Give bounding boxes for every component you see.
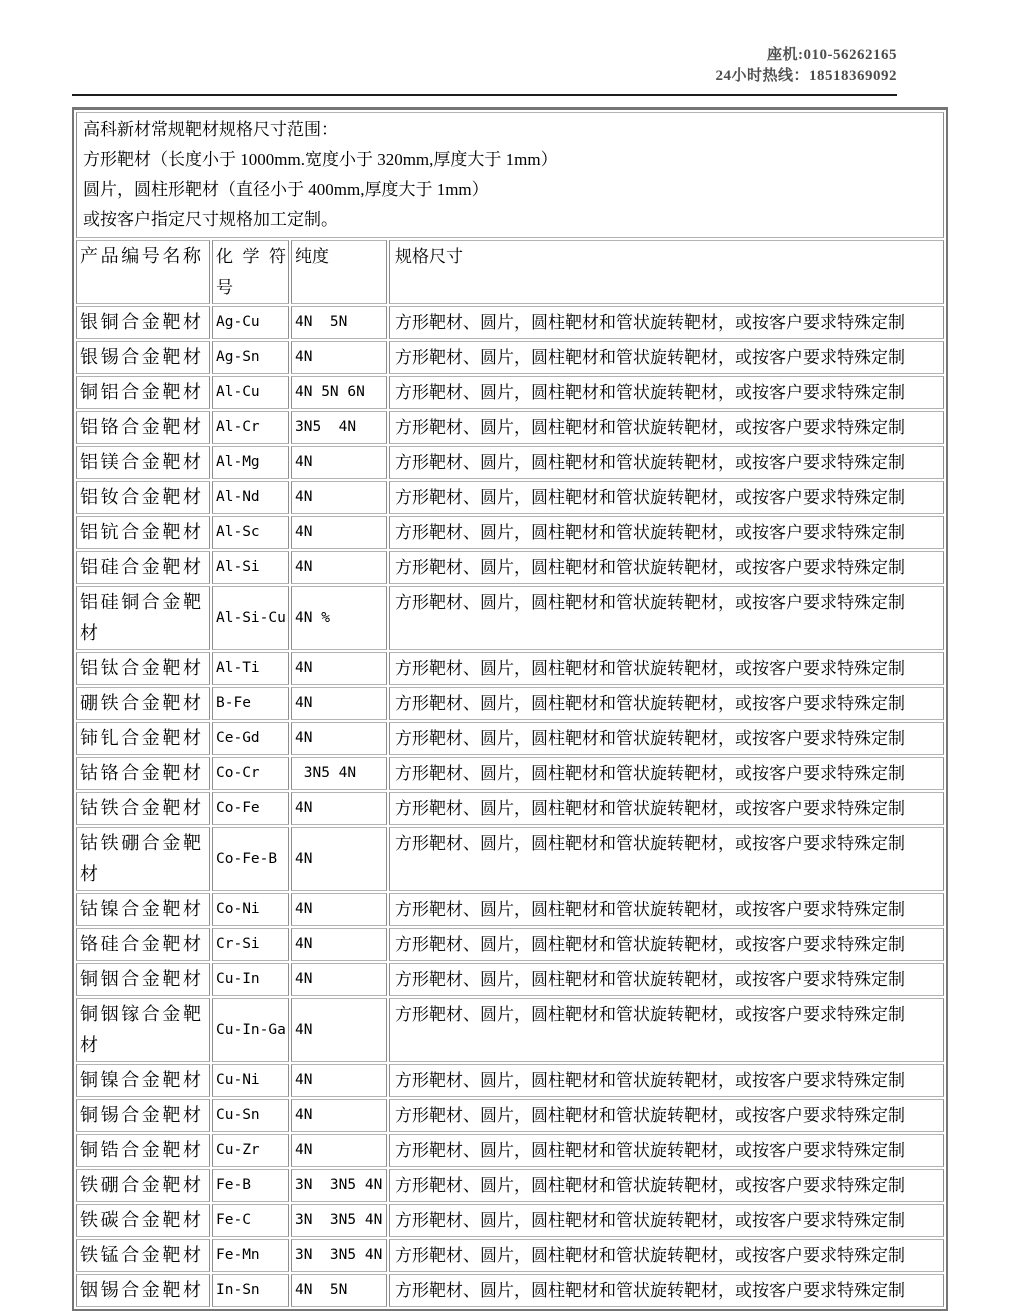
spec-cell: 方形靶材、圆片，圆柱靶材和管状旋转靶材，或按客户要求特殊定制 (389, 1134, 944, 1167)
chemical-symbol-cell: Co-Ni (212, 893, 289, 926)
spec-cell: 方形靶材、圆片，圆柱靶材和管状旋转靶材，或按客户要求特殊定制 (389, 586, 944, 650)
header-spec: 规格尺寸 (389, 240, 944, 304)
table-row (76, 998, 944, 1062)
intro-cell (76, 112, 944, 238)
target-spec-table (72, 107, 948, 1311)
table-row (76, 1169, 944, 1202)
product-name-cell: 钴铁合金靶材 (76, 792, 210, 825)
spec-cell: 方形靶材、圆片，圆柱靶材和管状旋转靶材，或按客户要求特殊定制 (389, 652, 944, 685)
intro-line-square: 方形靶材（长度小于 1000mm.宽度小于 320mm,厚度大于 1mm） (83, 150, 558, 169)
chemical-symbol-cell: Cu-In (212, 963, 289, 996)
spec-cell: 方形靶材、圆片，圆柱靶材和管状旋转靶材，或按客户要求特殊定制 (389, 687, 944, 720)
purity-cell: 4N (291, 928, 387, 961)
product-name-cell: 钴镍合金靶材 (76, 893, 210, 926)
spec-cell: 方形靶材、圆片，圆柱靶材和管状旋转靶材，或按客户要求特殊定制 (389, 928, 944, 961)
spec-cell: 方形靶材、圆片，圆柱靶材和管状旋转靶材，或按客户要求特殊定制 (389, 963, 944, 996)
contact-header (72, 0, 897, 96)
chemical-symbol-cell: Ce-Gd (212, 722, 289, 755)
product-name-cell: 铈钆合金靶材 (76, 722, 210, 755)
table-row (76, 792, 944, 825)
product-name-cell: 铝钕合金靶材 (76, 481, 210, 514)
spec-cell: 方形靶材、圆片，圆柱靶材和管状旋转靶材，或按客户要求特殊定制 (389, 551, 944, 584)
product-name-cell: 铝铬合金靶材 (76, 411, 210, 444)
product-name-cell: 铁硼合金靶材 (76, 1169, 210, 1202)
purity-cell: 4N % (291, 586, 387, 650)
chemical-symbol-cell: Ag-Sn (212, 341, 289, 374)
intro-line-custom: 或按客户指定尺寸规格加工定制。 (83, 210, 338, 229)
product-name-cell: 铁锰合金靶材 (76, 1239, 210, 1272)
purity-cell: 4N (291, 341, 387, 374)
chemical-symbol-cell: Al-Nd (212, 481, 289, 514)
purity-cell: 4N (291, 722, 387, 755)
chemical-symbol-cell: Cu-Zr (212, 1134, 289, 1167)
product-name-cell: 铜锆合金靶材 (76, 1134, 210, 1167)
chemical-symbol-cell: Cu-Ni (212, 1064, 289, 1097)
table-row (76, 757, 944, 790)
chemical-symbol-cell: Fe-C (212, 1204, 289, 1237)
purity-cell: 4N (291, 551, 387, 584)
purity-cell: 4N (291, 893, 387, 926)
product-name-cell: 铝硅铜合金靶材 (76, 586, 210, 650)
spec-cell: 方形靶材、圆片，圆柱靶材和管状旋转靶材，或按客户要求特殊定制 (389, 722, 944, 755)
purity-cell: 4N (291, 1099, 387, 1132)
purity-cell: 4N (291, 827, 387, 891)
spec-cell: 方形靶材、圆片，圆柱靶材和管状旋转靶材，或按客户要求特殊定制 (389, 757, 944, 790)
product-name-cell: 铝钪合金靶材 (76, 516, 210, 549)
spec-cell: 方形靶材、圆片，圆柱靶材和管状旋转靶材，或按客户要求特殊定制 (389, 516, 944, 549)
chemical-symbol-cell: Al-Mg (212, 446, 289, 479)
purity-cell: 4N 5N (291, 1274, 387, 1307)
intro-line-round: 圆片，圆柱形靶材（直径小于 400mm,厚度大于 1mm） (83, 180, 489, 199)
spec-cell: 方形靶材、圆片，圆柱靶材和管状旋转靶材，或按客户要求特殊定制 (389, 1169, 944, 1202)
table-row (76, 551, 944, 584)
product-name-cell: 硼铁合金靶材 (76, 687, 210, 720)
purity-cell: 3N 3N5 4N (291, 1169, 387, 1202)
purity-cell: 4N 5N (291, 306, 387, 339)
spec-cell: 方形靶材、圆片，圆柱靶材和管状旋转靶材，或按客户要求特殊定制 (389, 1064, 944, 1097)
purity-cell: 3N5 4N (291, 411, 387, 444)
header-product-name: 产品编号名称 (76, 240, 210, 304)
table-row (76, 376, 944, 409)
spec-cell: 方形靶材、圆片，圆柱靶材和管状旋转靶材，或按客户要求特殊定制 (389, 998, 944, 1062)
table-row (76, 516, 944, 549)
spec-cell: 方形靶材、圆片，圆柱靶材和管状旋转靶材，或按客户要求特殊定制 (389, 1274, 944, 1307)
hotline-phone: 24小时热线：18518369092 (715, 68, 897, 84)
header-chemical-symbol: 化 学 符号 (212, 240, 289, 304)
product-name-cell: 铜铝合金靶材 (76, 376, 210, 409)
table-row (76, 1274, 944, 1307)
chemical-symbol-cell: Al-Cu (212, 376, 289, 409)
table-row (76, 1134, 944, 1167)
table-row (76, 586, 944, 650)
purity-cell: 4N (291, 687, 387, 720)
product-name-cell: 铝镁合金靶材 (76, 446, 210, 479)
spec-cell: 方形靶材、圆片，圆柱靶材和管状旋转靶材，或按客户要求特殊定制 (389, 481, 944, 514)
table-row (76, 652, 944, 685)
purity-cell: 4N (291, 652, 387, 685)
purity-cell: 4N (291, 446, 387, 479)
spec-cell: 方形靶材、圆片，圆柱靶材和管状旋转靶材，或按客户要求特殊定制 (389, 1239, 944, 1272)
table-row (76, 411, 944, 444)
purity-cell: 4N (291, 1134, 387, 1167)
intro-line-title: 高科新材常规靶材规格尺寸范围： (83, 120, 338, 139)
chemical-symbol-cell: Co-Fe (212, 792, 289, 825)
chemical-symbol-cell: Ag-Cu (212, 306, 289, 339)
chemical-symbol-cell: Al-Si-Cu (212, 586, 289, 650)
table-row (76, 827, 944, 891)
purity-cell: 4N (291, 481, 387, 514)
table-row (76, 1099, 944, 1132)
table-row (76, 928, 944, 961)
purity-cell: 3N 3N5 4N (291, 1239, 387, 1272)
chemical-symbol-cell: Cr-Si (212, 928, 289, 961)
chemical-symbol-cell: Al-Cr (212, 411, 289, 444)
purity-cell: 3N5 4N (291, 757, 387, 790)
header-purity: 纯度 (291, 240, 387, 304)
product-name-cell: 银铜合金靶材 (76, 306, 210, 339)
table-row (76, 1064, 944, 1097)
chemical-symbol-cell: Co-Cr (212, 757, 289, 790)
spec-cell: 方形靶材、圆片，圆柱靶材和管状旋转靶材，或按客户要求特殊定制 (389, 893, 944, 926)
table-row (76, 893, 944, 926)
spec-cell: 方形靶材、圆片，圆柱靶材和管状旋转靶材，或按客户要求特殊定制 (389, 1204, 944, 1237)
spec-cell: 方形靶材、圆片，圆柱靶材和管状旋转靶材，或按客户要求特殊定制 (389, 1099, 944, 1132)
product-name-cell: 铜镍合金靶材 (76, 1064, 210, 1097)
intro-row (76, 112, 944, 238)
product-name-cell: 铟锡合金靶材 (76, 1274, 210, 1307)
chemical-symbol-cell: Al-Si (212, 551, 289, 584)
table-row (76, 481, 944, 514)
chemical-symbol-cell: Fe-Mn (212, 1239, 289, 1272)
purity-cell: 4N (291, 963, 387, 996)
chemical-symbol-cell: Al-Sc (212, 516, 289, 549)
chemical-symbol-cell: In-Sn (212, 1274, 289, 1307)
spec-cell: 方形靶材、圆片，圆柱靶材和管状旋转靶材，或按客户要求特殊定制 (389, 341, 944, 374)
landline-phone: 座机:010-56262165 (767, 47, 897, 63)
product-name-cell: 铁碳合金靶材 (76, 1204, 210, 1237)
chemical-symbol-cell: Co-Fe-B (212, 827, 289, 891)
product-name-cell: 铜铟镓合金靶材 (76, 998, 210, 1062)
spec-cell: 方形靶材、圆片，圆柱靶材和管状旋转靶材，或按客户要求特殊定制 (389, 411, 944, 444)
spec-cell: 方形靶材、圆片，圆柱靶材和管状旋转靶材，或按客户要求特殊定制 (389, 446, 944, 479)
table-row (76, 306, 944, 339)
table-row (76, 341, 944, 374)
spec-cell: 方形靶材、圆片，圆柱靶材和管状旋转靶材，或按客户要求特殊定制 (389, 376, 944, 409)
product-name-cell: 钴铬合金靶材 (76, 757, 210, 790)
table-row (76, 1239, 944, 1272)
table-row (76, 722, 944, 755)
purity-cell: 4N (291, 792, 387, 825)
chemical-symbol-cell: Cu-In-Ga (212, 998, 289, 1062)
purity-cell: 3N 3N5 4N (291, 1204, 387, 1237)
product-name-cell: 铜锡合金靶材 (76, 1099, 210, 1132)
chemical-symbol-cell: Fe-B (212, 1169, 289, 1202)
table-header-row (76, 240, 944, 304)
chemical-symbol-cell: Al-Ti (212, 652, 289, 685)
purity-cell: 4N (291, 1064, 387, 1097)
chemical-symbol-cell: B-Fe (212, 687, 289, 720)
chemical-symbol-cell: Cu-Sn (212, 1099, 289, 1132)
product-name-cell: 铬硅合金靶材 (76, 928, 210, 961)
table-row (76, 1204, 944, 1237)
purity-cell: 4N 5N 6N (291, 376, 387, 409)
target-table-body (76, 112, 944, 1307)
purity-cell: 4N (291, 998, 387, 1062)
table-row (76, 687, 944, 720)
spec-cell: 方形靶材、圆片，圆柱靶材和管状旋转靶材，或按客户要求特殊定制 (389, 827, 944, 891)
product-name-cell: 银锡合金靶材 (76, 341, 210, 374)
table-row (76, 963, 944, 996)
table-row (76, 446, 944, 479)
product-name-cell: 铝钛合金靶材 (76, 652, 210, 685)
purity-cell: 4N (291, 516, 387, 549)
spec-cell: 方形靶材、圆片，圆柱靶材和管状旋转靶材，或按客户要求特殊定制 (389, 306, 944, 339)
spec-cell: 方形靶材、圆片，圆柱靶材和管状旋转靶材，或按客户要求特殊定制 (389, 792, 944, 825)
product-name-cell: 铜铟合金靶材 (76, 963, 210, 996)
product-name-cell: 钴铁硼合金靶材 (76, 827, 210, 891)
product-name-cell: 铝硅合金靶材 (76, 551, 210, 584)
